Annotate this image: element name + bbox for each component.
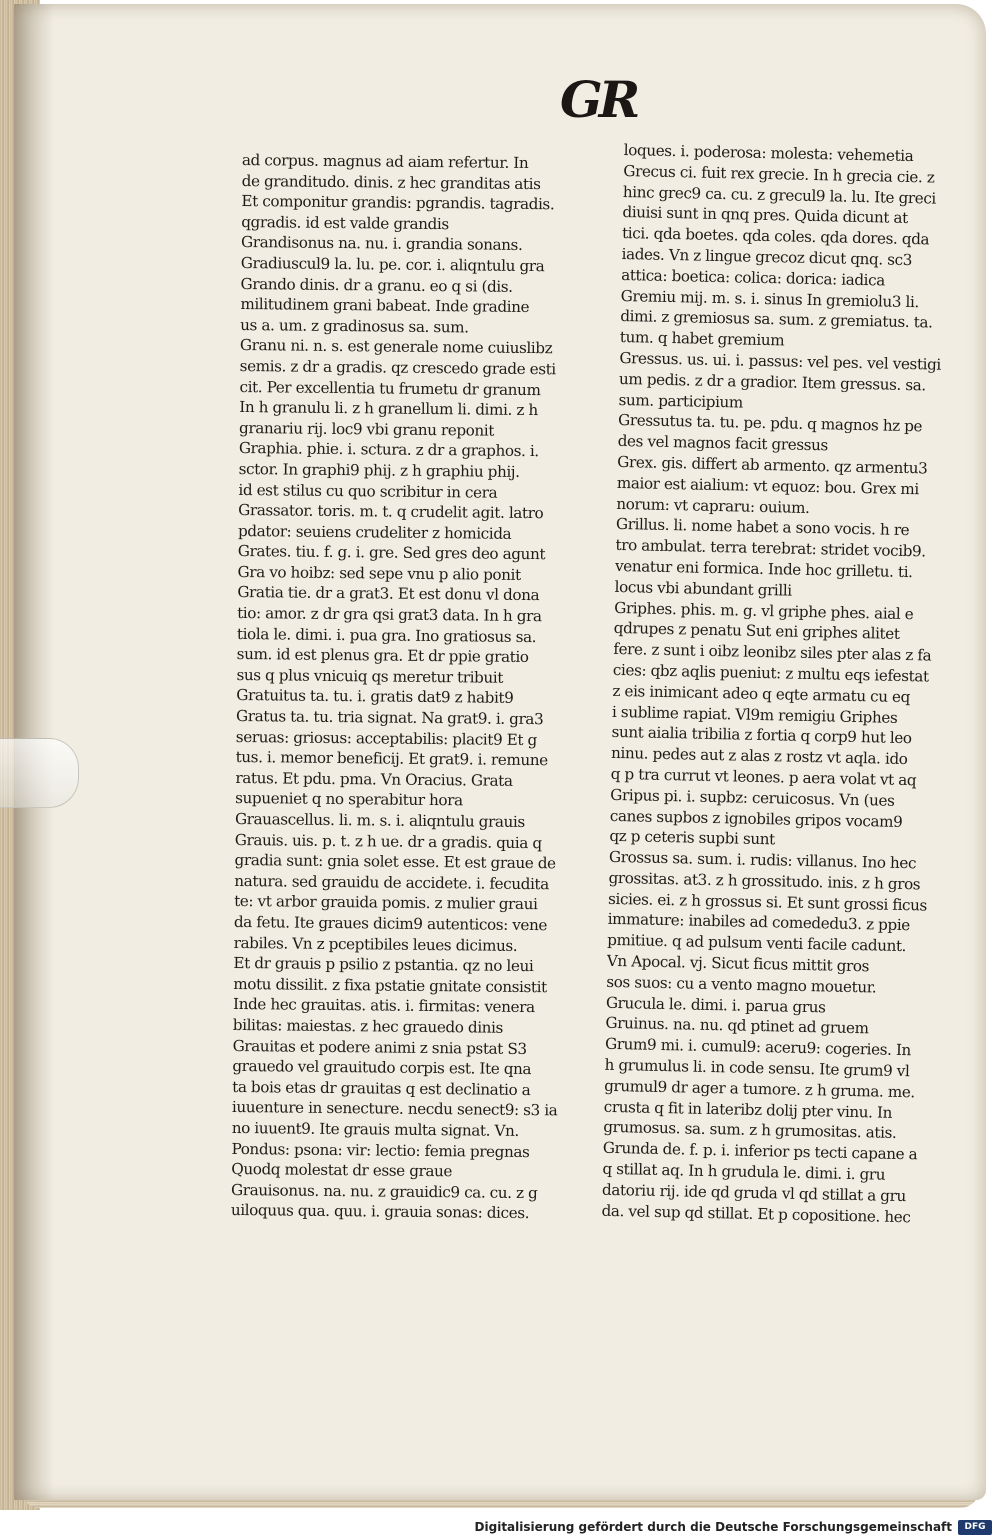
right-column-line: loques. i. poderosa: molesta: vehemetia xyxy=(623,140,914,166)
left-column-line: tus. i. memor beneficij. Et grat9. i. remune xyxy=(235,748,548,770)
footer-bar xyxy=(0,1518,1000,1538)
left-column-line: Quodq molestat dr esse graue xyxy=(231,1160,453,1181)
right-column-line: i sublime rapiat. Vl9m remigiu Griphes xyxy=(611,702,898,727)
right-column-line: locus vbi abundant grilli xyxy=(614,577,792,600)
right-column-line: qdrupes z penatu Sut eni griphes alitet xyxy=(613,619,900,644)
right-column-line: q p tra currut vt leones. p aera volat vt aq xyxy=(610,764,917,790)
right-column-line: des vel magnos facit gressus xyxy=(617,432,829,455)
left-column-line: Graphia. phie. i. sctura. z dr a graphos. i. xyxy=(238,439,539,461)
right-column-line: iades. Vn z lingue grecoz dicut qnq. sc3 xyxy=(621,244,913,270)
right-column-line: sos suos: cu a vento magno mouetur. xyxy=(606,972,877,997)
right-column-line: norum: vt capraru: ouium. xyxy=(616,494,810,517)
left-column-line: In h granulu li. z h granellum li. dimi. z h xyxy=(239,398,538,420)
right-column-line: dimi. z gremiosus sa. sum. z gremiatus. ta. xyxy=(620,307,933,332)
left-column-line: sum. id est plenus gra. Et dr ppie gratio xyxy=(236,645,529,667)
right-column-line: h grumulus li. in code sensu. Ite grum9 vl xyxy=(604,1055,910,1081)
left-column-line: Et dr grauis p psilio z pstantia. qz no leui xyxy=(233,954,534,976)
left-column-line: ratus. Et pdu. pma. Vn Oracius. Grata xyxy=(235,768,513,790)
right-column-line: Grillus. li. nome habet a sono vocis. h re xyxy=(615,515,910,540)
funding-credit: Digitalisierung gefördert durch die Deutsche Forschungsgemeinschaft xyxy=(474,1520,952,1534)
left-column-line: Et componitur grandis: pgrandis. tagradis. xyxy=(241,192,555,214)
left-column-line: id est stilus cu quo scribitur in cera xyxy=(238,480,498,502)
left-column-line: Grandisonus na. nu. i. grandia sonans. xyxy=(240,233,523,255)
left-column-line: semis. z dr a gradis. qz crescedo grade esti xyxy=(239,356,556,379)
right-column-line: attica: boetica: colica: dorica: iadica xyxy=(620,265,886,290)
left-column-line: Grauisonus. na. nu. z grauidic9 ca. cu. z g xyxy=(231,1180,538,1202)
right-column-line: z eis inimicant adeo q eqte armatu cu eq xyxy=(612,681,911,706)
left-column-line: de granditudo. dinis. z hec granditas atis xyxy=(241,171,541,193)
right-column-line: pmitiue. q ad pulsum venti facile cadunt. xyxy=(607,931,907,956)
right-column-line: Gressutus ta. tu. pe. pdu. q magnos hz pe xyxy=(617,411,923,436)
left-column-line: sus q plus vnicuiq qs meretur tribuit xyxy=(236,665,504,687)
left-column-line: Pondus: psona: vir: lectio: femia pregnas xyxy=(231,1139,530,1161)
left-column-line: Inde hec grauitas. atis. i. firmitas: venera xyxy=(232,995,535,1017)
left-column-line: Grassator. toris. m. t. q crudelit agit. latro xyxy=(238,501,544,523)
left-column-line: rabiles. Vn z pceptibiles leues dicimus. xyxy=(233,933,518,955)
left-column-line: Gratuitus ta. tu. i. gratis dat9 z habit9 xyxy=(236,686,514,708)
left-column-line: pdator: seuiens crudeliter z homicida xyxy=(237,521,512,543)
left-column-line: ad corpus. magnus ad aiam refertur. In xyxy=(241,150,529,172)
left-column-line: motu dissilit. z fixa pstatie gnitate consistit xyxy=(233,974,547,996)
right-column-line: fere. z sunt i oibz leonibz siles pter alas z fa xyxy=(613,640,932,665)
right-column-line: cies: qbz aqlis pueniut: z multu eqs iefestat xyxy=(612,660,929,686)
plastic-page-holder xyxy=(0,738,79,808)
left-column-line: Grauitas et podere animi z snia pstat S3 xyxy=(232,1036,527,1058)
right-column-line: canes supbos z ignobiles gripos vocam9 xyxy=(609,806,903,831)
right-column-line: Grex. gis. differt ab armento. qz armentu3 xyxy=(617,452,928,478)
right-text-column xyxy=(601,140,974,1229)
left-column-line: tio: amor. z dr gra qsi grat3 data. In h gra xyxy=(237,604,542,626)
left-column-line: no iuuent9. Ite grauis multa signat. Vn. xyxy=(231,1118,519,1140)
right-column-line: venatur eni formica. Inde hoc grilletu. ti. xyxy=(614,556,913,582)
right-column-line: Grecus ci. fuit rex grecie. In h grecia cie. z xyxy=(623,161,935,187)
left-column-line: us a. um. z gradinosus sa. sum. xyxy=(240,315,469,337)
right-column-line: Gruinus. na. nu. qd ptinet ad gruem xyxy=(605,1014,869,1038)
right-column-line: grossitas. at3. z h grossitudo. inis. z h gros xyxy=(608,868,921,894)
left-column-line: Grauascellus. li. m. s. i. aliqntulu grauis xyxy=(234,809,525,831)
right-column-line: grumosus. sa. sum. z h grumositas. atis. xyxy=(603,1118,897,1143)
left-column-line: Grando dinis. dr a granu. eo q si (dis. xyxy=(240,274,513,296)
right-column-line: Grum9 mi. i. cumul9: aceru9: cogeries. In xyxy=(604,1035,912,1060)
left-column-line: natura. sed grauidu de accidete. i. fecudita xyxy=(234,871,549,894)
left-column-line: cit. Per excellentia tu frumetu dr granum xyxy=(239,377,541,399)
right-column-line: sunt aialia tribilia z fortia q corp9 hut leo xyxy=(611,723,912,748)
right-column-line: hinc grec9 ca. cu. z grecul9 la. lu. Ite greci xyxy=(622,182,937,208)
dfg-logo: DFG xyxy=(958,1520,992,1535)
left-column-line: qgradis. id est valde grandis xyxy=(241,212,449,233)
left-column-line: te: vt arbor grauida pomis. z mulier graui xyxy=(234,892,538,914)
left-column-line: Gra vo hoibz: sed sepe vnu p alio ponit xyxy=(237,562,521,584)
right-column-line: crusta q fit in lateribz dolij pter vinu. In xyxy=(603,1097,893,1122)
left-column-line: Gradiuscul9 la. lu. pe. cor. i. aliqntulu gra xyxy=(240,253,545,276)
right-column-line: Grunda de. f. p. i. inferior ps tecti capane a xyxy=(602,1139,918,1164)
right-column-line: Vn Apocal. vj. Sicut ficus mittit gros xyxy=(606,951,870,976)
right-column-line: datoriu rij. ide qd gruda vl qd stillat a gru xyxy=(601,1180,907,1205)
left-column-line: supueniet q no sperabitur hora xyxy=(235,789,463,810)
right-column-line: Griphes. phis. m. g. vl griphe phes. aial e xyxy=(614,598,914,623)
left-column-line: iuuenture in senecture. necdu senect9: s3 ia xyxy=(231,1098,558,1120)
left-column-line: Grauis. uis. p. t. z h ue. dr a gradis. quia q xyxy=(234,830,542,852)
left-column-line: Gratus ta. tu. tria signat. Na grat9. i. gra3 xyxy=(235,707,544,729)
left-column-line: da fetu. Ite graues dicim9 autenticos: vene xyxy=(233,912,548,935)
right-column-line: sum. participium xyxy=(618,390,744,412)
right-column-line: tum. q habet gremium xyxy=(619,328,785,350)
right-column-line: Gressus. us. ui. i. passus: vel pes. vel vestigi xyxy=(619,348,942,374)
right-column-line: diuisi sunt in qnq pres. Quida dicunt at xyxy=(622,203,908,228)
right-column-line: maior est aialium: vt equoz: bou. Grex mi xyxy=(616,473,920,498)
right-column-line: Grossus sa. sum. i. rudis: villanus. Ino hec xyxy=(608,847,917,873)
left-column-line: Gratia tie. dr a grat3. Et est donu vl dona xyxy=(237,583,540,605)
right-column-line: tro ambulat. terra terebrat: stridet vocib9. xyxy=(615,536,926,561)
running-head: GR xyxy=(560,70,637,129)
left-column-line: granariu rij. loc9 vbi granu reponit xyxy=(238,418,495,440)
right-column-line: qz p ceteris supbi sunt xyxy=(609,827,775,849)
right-column-line: Gripus pi. i. supbz: ceruicosus. Vn (ues xyxy=(610,785,895,810)
left-column-line: ta bois etas dr grauitas q est declinatio a xyxy=(232,1077,531,1099)
right-column-line: grumul9 dr ager a tumore. z h gruma. me. xyxy=(604,1076,916,1102)
right-column-line: sicies. ei. z h grossus si. Et sunt grossi ficus xyxy=(607,889,928,915)
right-column-line: Grucula le. dimi. i. parua grus xyxy=(605,993,826,1017)
left-column-line: gradia sunt: gnia solet esse. Et est graue de xyxy=(234,851,556,873)
left-column-line: uiloquus qua. quu. i. grauia sonas: dices. xyxy=(230,1201,530,1223)
left-column-line: tiola le. dimi. i. pua gra. Ino gratiosus sa. xyxy=(236,624,537,646)
right-column-line: immature: inabiles ad comededu3. z ppie xyxy=(607,910,911,935)
right-column-line: da. vel sup qd stillat. Et p copositione. hec xyxy=(601,1201,911,1226)
right-column-line: ninu. pedes aut z alas z rostz vt aqla. ido xyxy=(610,743,908,769)
right-column-line: um pedis. z dr a gradior. Item gressus. sa. xyxy=(618,369,926,395)
left-text-column xyxy=(231,150,608,1225)
left-column-line: Granu ni. n. s. est generale nome cuiuslibz xyxy=(239,336,553,358)
right-column-line: tici. qda boetes. qda coles. qda dores. qda xyxy=(621,224,930,249)
left-column-line: Grates. tiu. f. g. i. gre. Sed gres deo agunt xyxy=(237,542,546,564)
left-column-line: bilitas: maiestas. z hec grauedo dinis xyxy=(232,1015,504,1037)
left-column-line: militudinem grani babeat. Inde gradine xyxy=(240,295,530,317)
right-column-line: q stillat aq. In h grudula le. dimi. i. gru xyxy=(602,1159,886,1184)
left-column-line: sctor. In graphi9 phij. z h graphiu phij. xyxy=(238,459,520,481)
left-column-line: grauedo vel grauitudo corpis est. Ite qna xyxy=(232,1057,532,1079)
right-column-line: Gremiu mij. m. s. i. sinus In gremiolu3 li. xyxy=(620,286,920,311)
left-column-line: seruas: griosus: acceptabilis: placit9 Et g xyxy=(235,727,537,749)
